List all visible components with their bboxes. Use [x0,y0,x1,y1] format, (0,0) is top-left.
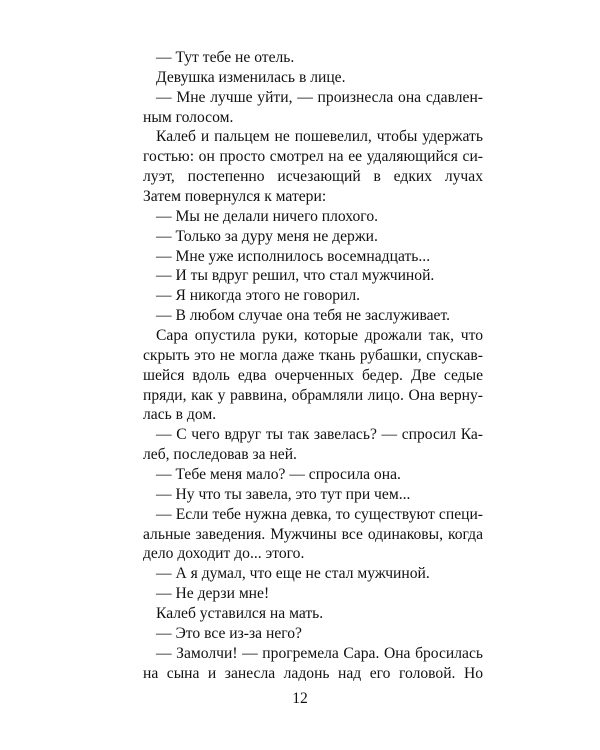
text-line: лась в дом. [143,406,217,424]
text-line: — Если тебе нужна девка, то существуют специ- [156,505,483,523]
text-line: — В любом случае она тебя не заслуживает. [156,307,451,325]
text-line: — Ну что ты завела, это тут при чем... [156,485,411,503]
text-line: Сара опустила руки, которые дрожали так, что [156,327,483,345]
text-line: Затем повернулся к матери: [143,188,327,206]
text-line: — Тут тебе не отель. [156,49,295,66]
text-line: — Только за дуру меня не держи. [156,227,378,245]
text-line: — С чего вдруг ты так завелась? — спросил Ка- [156,426,483,444]
text-line: ным голосом. [143,108,234,126]
text-line: — А я думал, что еще не стал мужчиной. [156,565,430,583]
text-line: дело доходит до... этого. [143,545,305,563]
text-line: — Мне уже исполнилось восемнадцать... [156,247,431,265]
text-line: скрыть это не могла даже ткань рубашки, спускав- [143,346,483,364]
text-line: леб, последовав за ней. [143,446,297,464]
text-line: — Тебе меня мало? — спросила она. [156,466,401,484]
text-line: шейся вдоль едва очерченных бедер. Две седые [143,366,483,384]
text-line: — Мы не делали ничего плохого. [156,207,379,225]
text-line: Калеб уставился на мать. [156,605,324,623]
text-line: Девушка изменилась в лице. [156,68,346,86]
text-line: луэт, постепенно исчезающий в едких лучах [143,168,483,186]
text-line: альные заведения. Мужчины все одинаковы, когда [143,525,483,543]
text-line: гостью: он просто смотрел на ее удаляющийся си- [143,148,483,166]
text-line: Калеб и пальцем не пошевелил, чтобы удержать [156,128,483,146]
page-number: 12 [292,690,308,707]
text-line: — Я никогда этого не говорил. [156,287,361,305]
text-line: на сына и занесла ладонь над его головой. Но [143,664,483,682]
text-line: — Не дерзи мне! [156,585,270,603]
text-line: — Мне лучше уйти, — произнесла она сдавлен- [156,88,483,106]
text-line: — И ты вдруг решил, что стал мужчиной. [156,267,435,285]
text-line: — Это все из-за него? [156,624,302,642]
text-line: пряди, как у раввина, обрамляли лицо. Она верну- [143,386,483,404]
text-line: — Замолчи! — прогремела Сара. Она бросилась [156,644,483,662]
page-body-text [143,48,483,684]
